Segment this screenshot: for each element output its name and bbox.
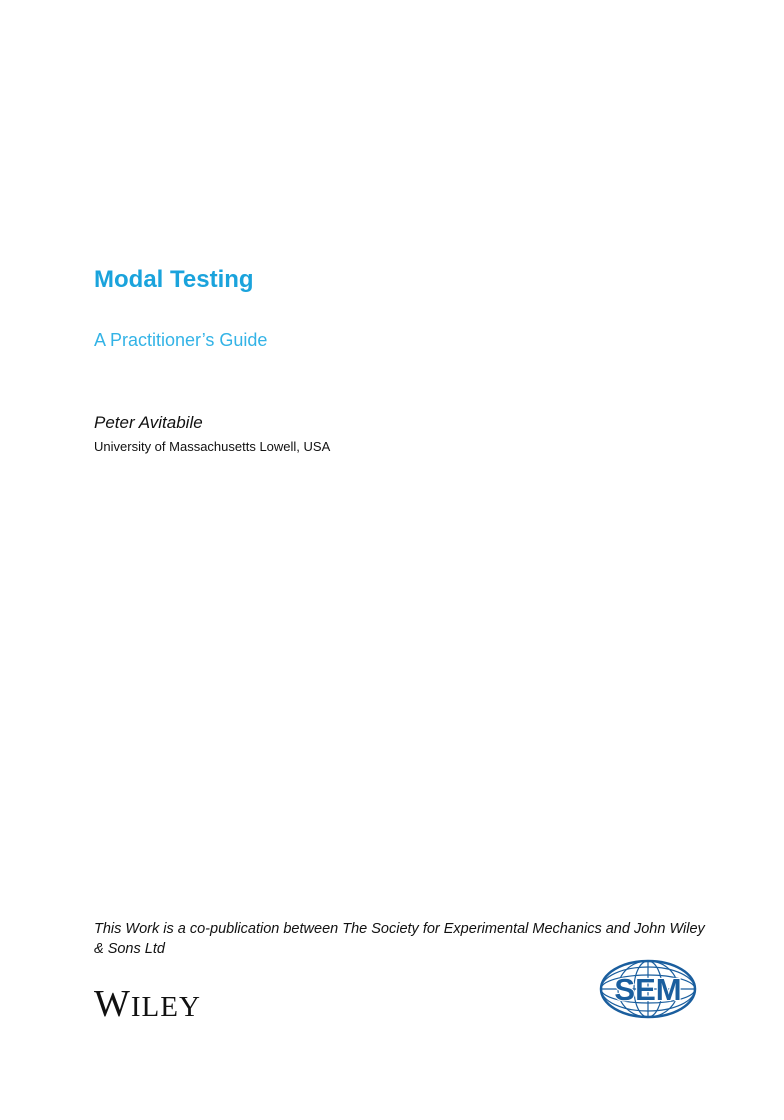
book-subtitle: A Practitioner’s Guide (94, 330, 268, 350)
wiley-logo-initial: W (94, 983, 131, 1025)
wiley-logo (94, 984, 201, 1032)
author-name: Peter Avitabile (94, 413, 203, 432)
sem-logo (598, 958, 698, 1020)
wiley-logo-rest: ILEY (130, 991, 201, 1023)
book-title: Modal Testing (94, 266, 254, 293)
copublication-note: This Work is a co-publication between The Society for Experimental Mechanics and John Wiley & Sons Ltd (94, 921, 705, 957)
author-affiliation: University of Massachusetts Lowell, USA (94, 439, 331, 454)
sem-logo-text: SEM (614, 972, 682, 1007)
